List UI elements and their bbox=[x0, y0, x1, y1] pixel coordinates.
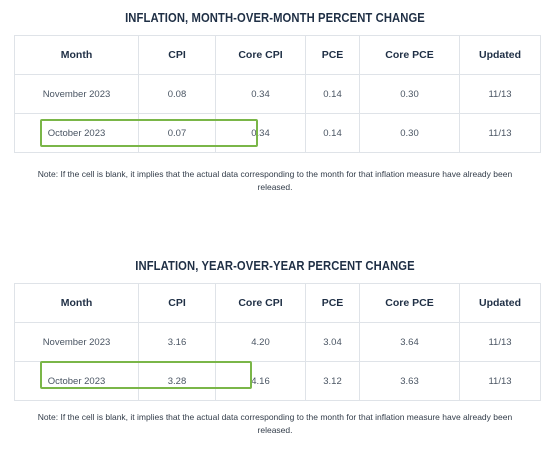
table-row bbox=[15, 323, 541, 362]
mom-table-note: Note: If the cell is blank, it implies that the actual data corresponding to the month for that inflation measure have already been released. bbox=[37, 169, 513, 192]
cell-month: October 2023 bbox=[15, 362, 139, 401]
cell-cpi: 0.08 bbox=[139, 75, 216, 114]
cell-updated: 11/13 bbox=[460, 362, 541, 401]
highlight-box bbox=[40, 119, 258, 147]
yoy-header-row bbox=[15, 284, 541, 323]
cell-updated: 11/13 bbox=[460, 114, 541, 153]
table-row bbox=[15, 75, 541, 114]
cell-core-cpi: 0.34 bbox=[216, 75, 306, 114]
cell-core-pce: 0.30 bbox=[360, 75, 460, 114]
header-updated: Updated bbox=[460, 36, 541, 75]
cell-month: October 2023 bbox=[15, 114, 139, 153]
header-core-cpi: Core CPI bbox=[216, 36, 306, 75]
header-core-cpi: Core CPI bbox=[216, 284, 306, 323]
header-month: Month bbox=[15, 36, 139, 75]
cell-core-pce: 0.30 bbox=[360, 114, 460, 153]
header-updated: Updated bbox=[460, 284, 541, 323]
cell-core-cpi: 4.20 bbox=[216, 323, 306, 362]
header-pce: PCE bbox=[306, 284, 360, 323]
mom-header-row bbox=[15, 36, 541, 75]
cell-updated: 11/13 bbox=[460, 75, 541, 114]
mom-table-title: INFLATION, MONTH-OVER-MONTH PERCENT CHANGE bbox=[125, 11, 425, 25]
header-core-pce: Core PCE bbox=[360, 36, 460, 75]
cell-core-pce: 3.63 bbox=[360, 362, 460, 401]
header-pce: PCE bbox=[306, 36, 360, 75]
header-cpi: CPI bbox=[139, 36, 216, 75]
header-core-pce: Core PCE bbox=[360, 284, 460, 323]
highlight-box bbox=[40, 361, 252, 389]
header-cpi: CPI bbox=[139, 284, 216, 323]
cell-pce: 0.14 bbox=[306, 114, 360, 153]
yoy-table-title: INFLATION, YEAR-OVER-YEAR PERCENT CHANGE bbox=[135, 259, 415, 273]
cell-month: November 2023 bbox=[15, 323, 139, 362]
cell-cpi: 3.16 bbox=[139, 323, 216, 362]
cell-cpi: 3.28 bbox=[139, 362, 216, 401]
cell-pce: 3.12 bbox=[306, 362, 360, 401]
cell-core-cpi: 0.34 bbox=[216, 114, 306, 153]
cell-cpi: 0.07 bbox=[139, 114, 216, 153]
cell-core-cpi: 4.16 bbox=[216, 362, 306, 401]
cell-pce: 0.14 bbox=[306, 75, 360, 114]
header-month: Month bbox=[15, 284, 139, 323]
cell-pce: 3.04 bbox=[306, 323, 360, 362]
yoy-table-note: Note: If the cell is blank, it implies that the actual data corresponding to the month for that inflation measure have already been released. bbox=[37, 412, 513, 435]
cell-month: November 2023 bbox=[15, 75, 139, 114]
cell-core-pce: 3.64 bbox=[360, 323, 460, 362]
cell-updated: 11/13 bbox=[460, 323, 541, 362]
